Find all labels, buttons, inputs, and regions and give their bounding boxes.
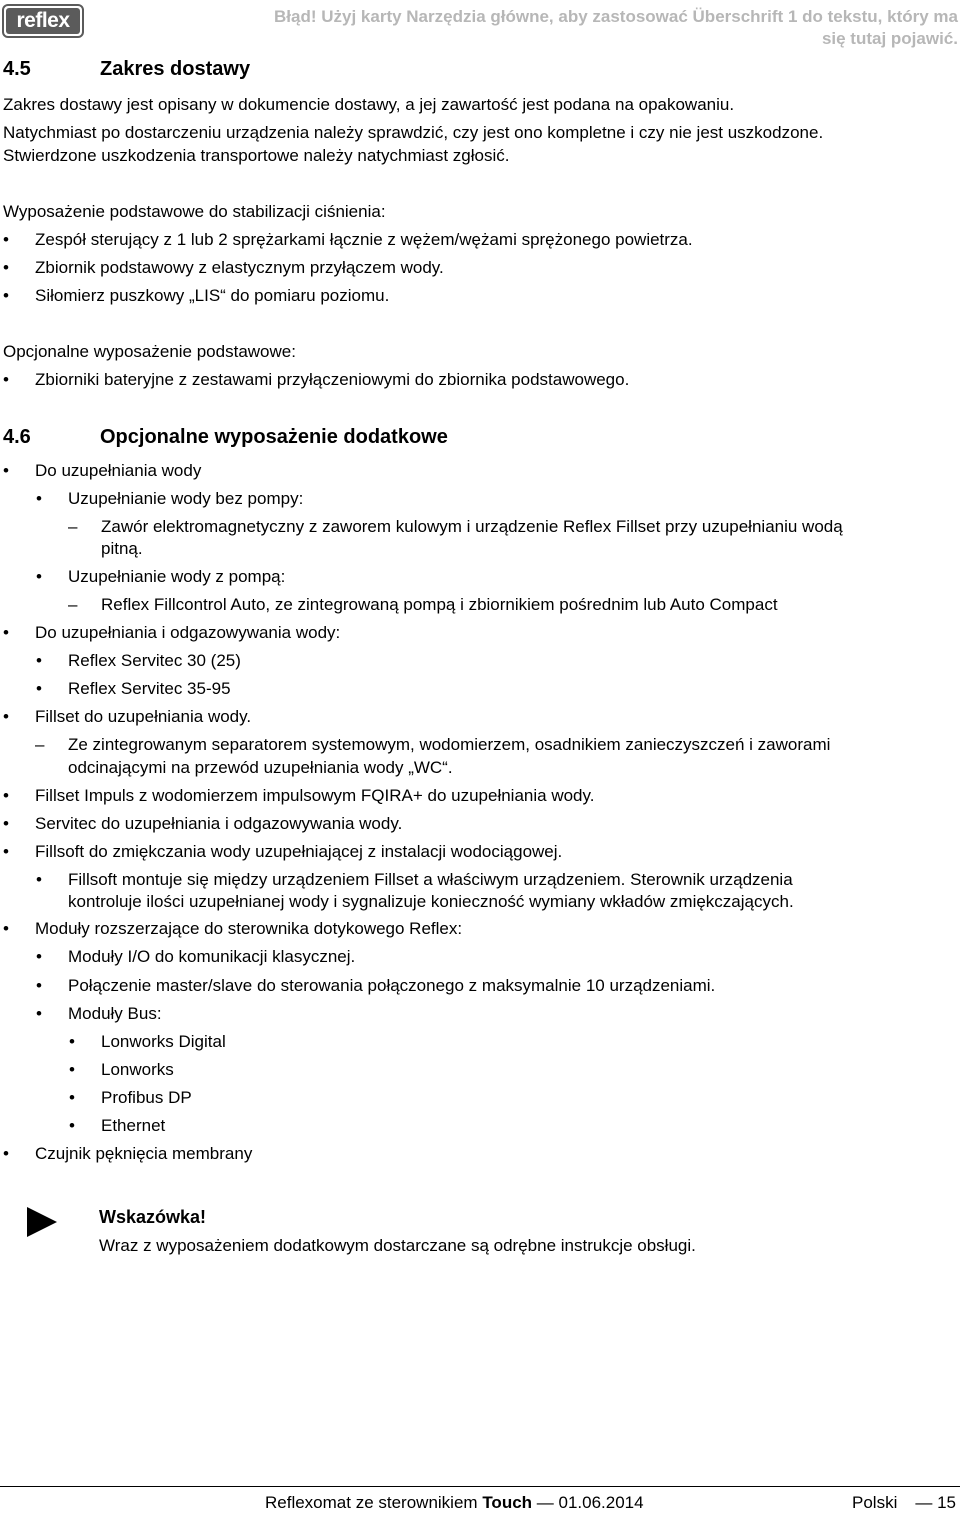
section-4-6-heading — [3, 425, 956, 449]
list-item: • Połączenie master/slave do sterowania połączonego z maksymalnie 10 urządzeniami. — [68, 975, 715, 997]
list-item: – Zawór elektromagnetyczny z zaworem kulowym i urządzenie Reflex Fillset przy uzupełnianiu wodą — [101, 516, 843, 538]
list-item: • Uzupełnianie wody bez pompy: — [68, 488, 303, 510]
footer-doc-date: — 01.06.2014 — [536, 1493, 644, 1512]
reflex-logo — [2, 4, 84, 38]
note-text: Wraz z wyposażeniem dodatkowym dostarczane są odrębne instrukcje obsługi. — [99, 1236, 696, 1255]
list-item: • Siłomierz puszkowy „LIS“ do pomiaru poziomu. — [35, 285, 389, 307]
header-error-text — [158, 6, 958, 50]
list-item: • Fillset do uzupełniania wody. — [35, 706, 251, 728]
footer-doc-bold: Touch — [482, 1493, 533, 1512]
list-item: • Zbiornik podstawowy z elastycznym przyłączem wody. — [35, 257, 444, 279]
list-item: • Zespół sterujący z 1 lub 2 sprężarkami łącznie z wężem/wężami sprężonego powietrza. — [35, 229, 693, 251]
paragraph-delivery-scope: Zakres dostawy jest opisany w dokumencie dostawy, a jej zawartość jest podana na opakowaniu. — [3, 95, 735, 114]
list-item: • Fillset Impuls z wodomierzem impulsowym FQIRA+ do uzupełniania wody. — [35, 785, 594, 807]
list-item: • Fillsoft do zmiękczania wody uzupełniającej z instalacji wodociągowej. — [35, 841, 562, 863]
list-item: • Zbiorniki bateryjne z zestawami przyłączeniowymi do zbiornika podstawowego. — [35, 369, 629, 391]
list-item-continuation: odcinającymi na przewód uzupełniania wody „WC“. — [68, 758, 453, 777]
list-item: • Uzupełnianie wody z pompą: — [68, 566, 285, 588]
footer-doc-prefix: Reflexomat ze sterownikiem — [265, 1493, 478, 1512]
paragraph-inspection-line2: Stwierdzone uszkodzenia transportowe należy natychmiast zgłosić. — [3, 146, 510, 165]
section-number: 4.5 — [3, 58, 31, 80]
section-4-5-heading — [3, 57, 956, 81]
list-item: – Reflex Fillcontrol Auto, ze zintegrowaną pompą i zbiornikiem pośrednim lub Auto Compact — [101, 594, 778, 616]
list-item: • Fillsoft montuje się między urządzeniem Fillset a właściwym urządzeniem. Sterownik urządzenia — [68, 869, 793, 891]
list-item: • Czujnik pęknięcia membrany — [35, 1143, 252, 1165]
header-error-line1: Błąd! Użyj karty Narzędzia główne, aby zastosować Überschrift 1 do tekstu, który ma — [274, 7, 958, 26]
list-item: • Reflex Servitec 35-95 — [68, 678, 231, 700]
list-item: • Ethernet — [101, 1115, 165, 1137]
header-error-line2: się tutaj pojawić. — [821, 29, 958, 48]
list-item: • Do uzupełniania wody — [35, 460, 201, 482]
footer-language: Polski — [852, 1493, 898, 1512]
list-item: • Moduły rozszerzające do sterownika dotykowego Reflex: — [35, 918, 462, 940]
list-item-continuation: pitną. — [101, 539, 143, 558]
list-item-continuation: kontroluje ilości uzupełnianej wody i sygnalizuje konieczność wymiany wkładów zmiękczających. — [68, 892, 794, 911]
logo-text: reflex — [6, 8, 80, 34]
list-item: – Ze zintegrowanym separatorem systemowym, wodomierzem, osadnikiem zanieczyszczeń i zaworami — [68, 734, 830, 756]
list-item: • Moduły Bus: — [68, 1003, 162, 1025]
note-title: Wskazówka! — [99, 1207, 207, 1227]
section-title: Zakres dostawy — [100, 58, 251, 80]
list-item: • Servitec do uzupełniania i odgazowywania wody. — [35, 813, 402, 835]
list-item: • Lonworks Digital — [101, 1031, 226, 1053]
list-item: • Moduły I/O do komunikacji klasycznej. — [68, 946, 355, 968]
list-item: • Lonworks — [101, 1059, 174, 1081]
section-title: Opcjonalne wyposażenie dodatkowe — [100, 426, 448, 448]
section-number: 4.6 — [3, 426, 31, 448]
list-item: • Profibus DP — [101, 1087, 192, 1109]
footer-document-title — [265, 1492, 644, 1514]
paragraph-inspection-line1: Natychmiast po dostarczeniu urządzenia należy sprawdzić, czy jest ono kompletne i czy nie jest uszkodzone. — [3, 123, 824, 142]
footer-page-number: — 15 — [915, 1493, 956, 1512]
list-item: • Reflex Servitec 30 (25) — [68, 650, 241, 672]
basic-equipment-intro: Wyposażenie podstawowe do stabilizacji ciśnienia: — [3, 202, 386, 221]
list-item: • Do uzupełniania i odgazowywania wody: — [35, 622, 340, 644]
note-arrow-icon — [27, 1207, 57, 1237]
optional-equipment-intro: Opcjonalne wyposażenie podstawowe: — [3, 342, 296, 361]
